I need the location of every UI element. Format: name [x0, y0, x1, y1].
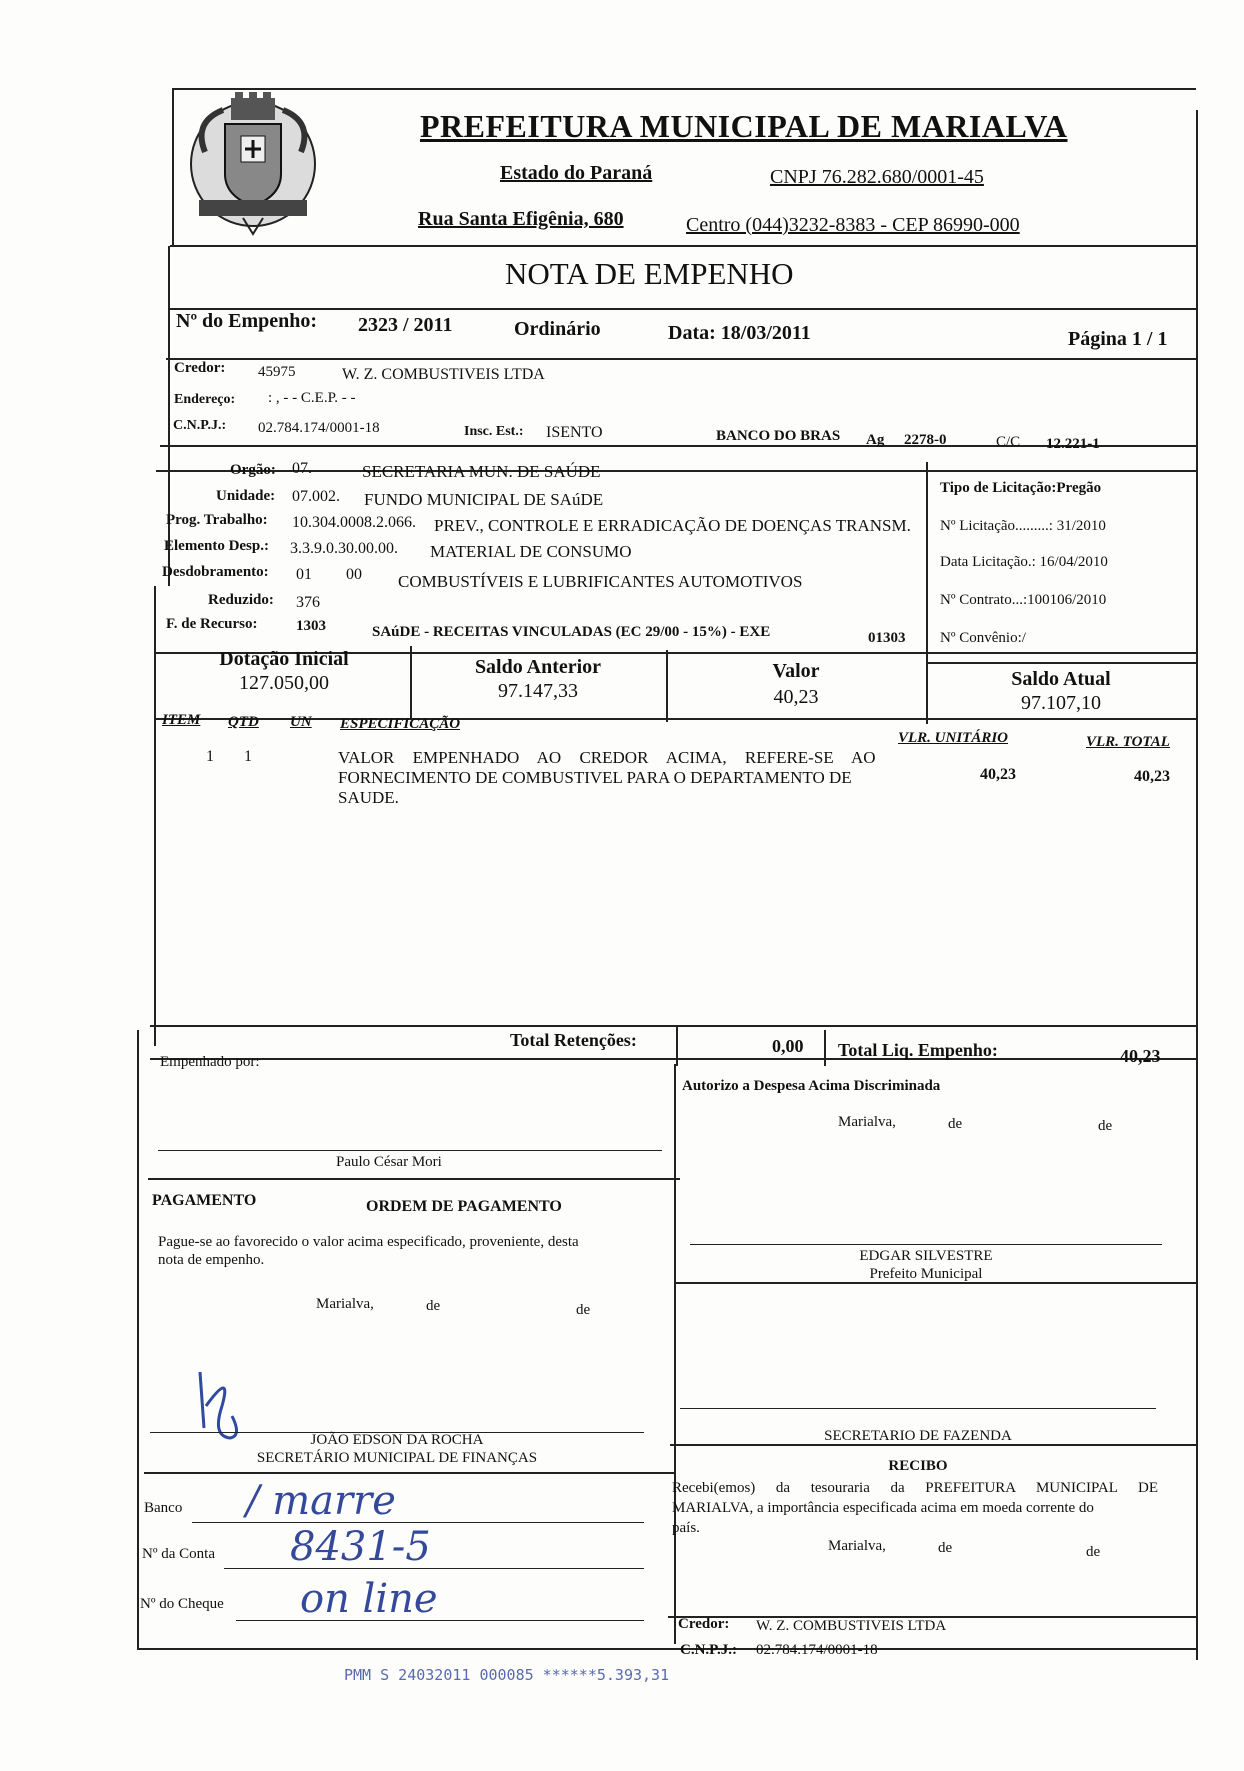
autorizo-de-2: de	[1098, 1118, 1113, 1134]
unidade-code: 07.002.	[292, 488, 340, 505]
account-label: C/C	[996, 434, 1021, 450]
secretario-name: JOÃO EDSON DA ROCHA	[310, 1432, 484, 1448]
account-value: 12.221-1	[1046, 436, 1100, 452]
recurso-code-2: 01303	[868, 630, 906, 646]
rule	[168, 308, 1196, 310]
totals-divider	[824, 1030, 826, 1066]
recibo-place: Marialva,	[828, 1538, 886, 1554]
desdobramento-b: 00	[346, 566, 362, 583]
rule	[170, 245, 1196, 247]
orgao-name: SECRETARIA MUN. DE SAÚDE	[362, 462, 601, 481]
valor-label: Valor	[772, 660, 820, 682]
conta-line	[224, 1568, 644, 1569]
dotacao-value: 127.050,00	[239, 672, 329, 694]
signature-line	[158, 1150, 662, 1151]
rule	[150, 1058, 1196, 1060]
prefeito-name: EDGAR SILVESTRE	[859, 1248, 993, 1264]
contrato: Nº Contrato...:100106/2010	[940, 592, 1107, 608]
doc-title: NOTA DE EMPENHO	[505, 256, 794, 291]
total-retencoes-value: 0,00	[772, 1036, 804, 1056]
empenhado-name: Paulo César Mori	[336, 1154, 442, 1170]
cheque-label: Nº do Cheque	[140, 1596, 224, 1612]
col-item: ITEM	[162, 712, 201, 728]
elemento-name: MATERIAL DE CONSUMO	[430, 542, 632, 561]
prog-name: PREV., CONTROLE E ERRADICAÇÃO DE DOENÇAS TRANSM.	[434, 516, 911, 535]
credor-label: Credor:	[174, 360, 226, 376]
insc-value: ISENTO	[546, 424, 603, 441]
recibo-credor-label: Credor:	[678, 1616, 730, 1632]
empenho-label: Nº do Empenho:	[176, 310, 318, 332]
licitacao-data: Data Licitação.: 16/04/2010	[940, 554, 1108, 570]
frame-bottom	[137, 1648, 1196, 1650]
totals-divider	[676, 1026, 678, 1066]
budget-rule	[926, 470, 1196, 472]
frame-left	[154, 586, 156, 1046]
frame-right	[1196, 110, 1198, 1660]
total-liquido-label: Total Liq. Empenho:	[838, 1040, 998, 1060]
ordem-de-1: de	[426, 1298, 441, 1314]
ordem-de-2: de	[576, 1302, 591, 1318]
recibo-de-2: de	[1086, 1544, 1101, 1560]
recibo-de-1: de	[938, 1540, 953, 1556]
rule	[166, 358, 1196, 360]
page-title: PREFEITURA MUNICIPAL DE MARIALVA	[420, 108, 1068, 144]
reduzido-label: Reduzido:	[208, 592, 274, 608]
empenho-type: Ordinário	[514, 318, 601, 340]
empenho-date: Data: 18/03/2011	[668, 322, 811, 344]
header-state: Estado do Paraná	[500, 162, 653, 184]
reduzido-value: 376	[296, 594, 320, 611]
header-contact: Centro (044)3232-8383 - CEP 86990-000	[686, 214, 1020, 236]
bank-name: BANCO DO BRAS	[716, 428, 841, 444]
item-number: 1	[206, 748, 214, 765]
item-spec-line: VALOR EMPENHADO AO CREDOR ACIMA, REFERE-SE AO	[338, 748, 876, 767]
pague-line: Pague-se ao favorecido o valor acima especificado, proveniente, desta	[158, 1234, 579, 1250]
ordem-place: Marialva,	[316, 1296, 374, 1312]
orgao-code: 07.	[292, 460, 312, 477]
header-address: Rua Santa Efigênia, 680	[418, 208, 624, 230]
page-number: Página 1 / 1	[1068, 328, 1168, 350]
credor-name: W. Z. COMBUSTIVEIS LTDA	[342, 366, 545, 383]
frame-left	[172, 88, 174, 246]
cheque-handwritten: on line	[300, 1576, 438, 1622]
cheque-line	[236, 1620, 644, 1621]
saldo-anterior-label: Saldo Anterior	[474, 656, 602, 678]
endereco-value: : , - - C.E.P. - -	[268, 390, 356, 406]
prog-code: 10.304.0008.2.066.	[292, 514, 416, 531]
pagamento-title: PAGAMENTO	[152, 1192, 257, 1209]
rule	[160, 445, 1196, 447]
banco-label: Banco	[144, 1500, 183, 1516]
recibo-cnpj-label: C.N.P.J.:	[680, 1642, 737, 1658]
saldo-atual-value: 97.107,10	[1021, 692, 1101, 714]
unidade-name: FUNDO MUNICIPAL DE SAúDE	[364, 490, 604, 509]
autorizo-place: Marialva,	[838, 1114, 896, 1130]
recibo-credor-name: W. Z. COMBUSTIVEIS LTDA	[756, 1618, 947, 1634]
recibo-line: Recebi(emos) da tesouraria da PREFEITURA MUNICIPAL DE	[672, 1480, 1158, 1496]
frame-left	[168, 246, 170, 586]
recibo-cnpj-value: 02.784.174/0001-18	[756, 1642, 878, 1658]
desdobramento-name: COMBUSTÍVEIS E LUBRIFICANTES AUTOMOTIVOS	[398, 572, 803, 591]
prog-label: Prog. Trabalho:	[166, 512, 268, 528]
agency-label: Ag	[866, 432, 885, 448]
autorizo-de-1: de	[948, 1116, 963, 1132]
banco-handwritten: / marre	[246, 1478, 396, 1524]
col-vlr-unitario: VLR. UNITÁRIO	[898, 730, 1009, 746]
empenho-number: 2323 / 2011	[358, 314, 453, 336]
elemento-label: Elemento Desp.:	[164, 538, 269, 554]
licitacao-numero: Nº Licitação.........: 31/2010	[940, 518, 1106, 534]
item-spec-line: FORNECIMENTO DE COMBUSTIVEL PARA O DEPARTAMENTO DE	[338, 768, 852, 787]
recibo-title: RECIBO	[888, 1458, 948, 1474]
col-vlr-total: VLR. TOTAL	[1086, 734, 1170, 750]
col-un: UN	[290, 714, 312, 730]
signature-line	[680, 1408, 1156, 1409]
header-cnpj: CNPJ 76.282.680/0001-45	[770, 166, 984, 188]
autorizo-text: Autorizo a Despesa Acima Discriminada	[682, 1078, 941, 1094]
col-especificacao: ESPECIFICAÇÃO	[340, 716, 461, 732]
valor-value: 40,23	[773, 686, 819, 708]
recibo-line: país.	[672, 1520, 700, 1536]
recurso-label: F. de Recurso:	[166, 616, 258, 632]
municipal-coat-of-arms	[183, 92, 323, 242]
recibo-line: MARIALVA, a importância especificada acima em moeda corrente do	[672, 1500, 1094, 1516]
endereco-label: Endereço:	[174, 392, 236, 407]
item-unit-value: 40,23	[980, 766, 1016, 783]
conta-handwritten: 8431-5	[290, 1524, 431, 1570]
ordem-pagamento-title: ORDEM DE PAGAMENTO	[366, 1198, 562, 1215]
rule	[144, 1472, 676, 1474]
cnpj-value: 02.784.174/0001-18	[258, 420, 380, 436]
saldo-atual-label: Saldo Atual	[1011, 668, 1111, 690]
unidade-label: Unidade:	[216, 488, 276, 504]
budget-divider	[926, 462, 928, 658]
elemento-code: 3.3.9.0.30.00.00.	[290, 540, 398, 557]
signature-line	[690, 1244, 1162, 1245]
rule	[150, 1025, 1196, 1027]
recurso-code: 1303	[296, 618, 326, 634]
recurso-name: SAúDE - RECEITAS VINCULADAS (EC 29/00 - 15%) - EXE	[372, 624, 771, 640]
item-total-value: 40,23	[1134, 768, 1170, 785]
rule	[148, 1178, 680, 1180]
total-retencoes-label: Total Retenções:	[510, 1030, 637, 1050]
desdobramento-label: Desdobramento:	[162, 564, 269, 580]
values-rule	[926, 662, 1196, 664]
frame-left	[137, 1030, 139, 1648]
frame-top	[172, 88, 1196, 90]
convenio: Nº Convênio:/	[940, 630, 1026, 646]
machine-stamp: PMM S 24032011 000085 ******5.393,31	[344, 1666, 670, 1684]
item-spec-line: SAUDE.	[338, 788, 399, 807]
cnpj-label: C.N.P.J.:	[173, 418, 227, 433]
orgao-label: Orgão:	[230, 462, 276, 478]
prefeito-role: Prefeito Municipal	[869, 1266, 983, 1282]
saldo-anterior-value: 97.147,33	[498, 680, 578, 702]
licitacao-tipo: Tipo de Licitação:Pregão	[940, 480, 1102, 496]
pague-line: nota de empenho.	[158, 1252, 265, 1268]
col-qtd: QTD	[228, 714, 259, 730]
dotacao-label: Dotação Inicial	[219, 648, 349, 670]
empenhado-label: Empenhado por:	[160, 1054, 260, 1070]
total-liquido-value: 40,23	[1120, 1046, 1161, 1066]
secretario-role: SECRETÁRIO MUNICIPAL DE FINANÇAS	[256, 1450, 538, 1466]
desdobramento-a: 01	[296, 566, 312, 583]
signature-divider	[674, 1064, 676, 1644]
conta-label: Nº da Conta	[142, 1546, 215, 1562]
credor-code: 45975	[258, 364, 296, 380]
item-qtd: 1	[244, 748, 252, 765]
insc-label: Insc. Est.:	[464, 424, 524, 439]
sec-fazenda: SECRETARIO DE FAZENDA	[824, 1428, 1012, 1444]
agency-value: 2278-0	[904, 432, 947, 448]
